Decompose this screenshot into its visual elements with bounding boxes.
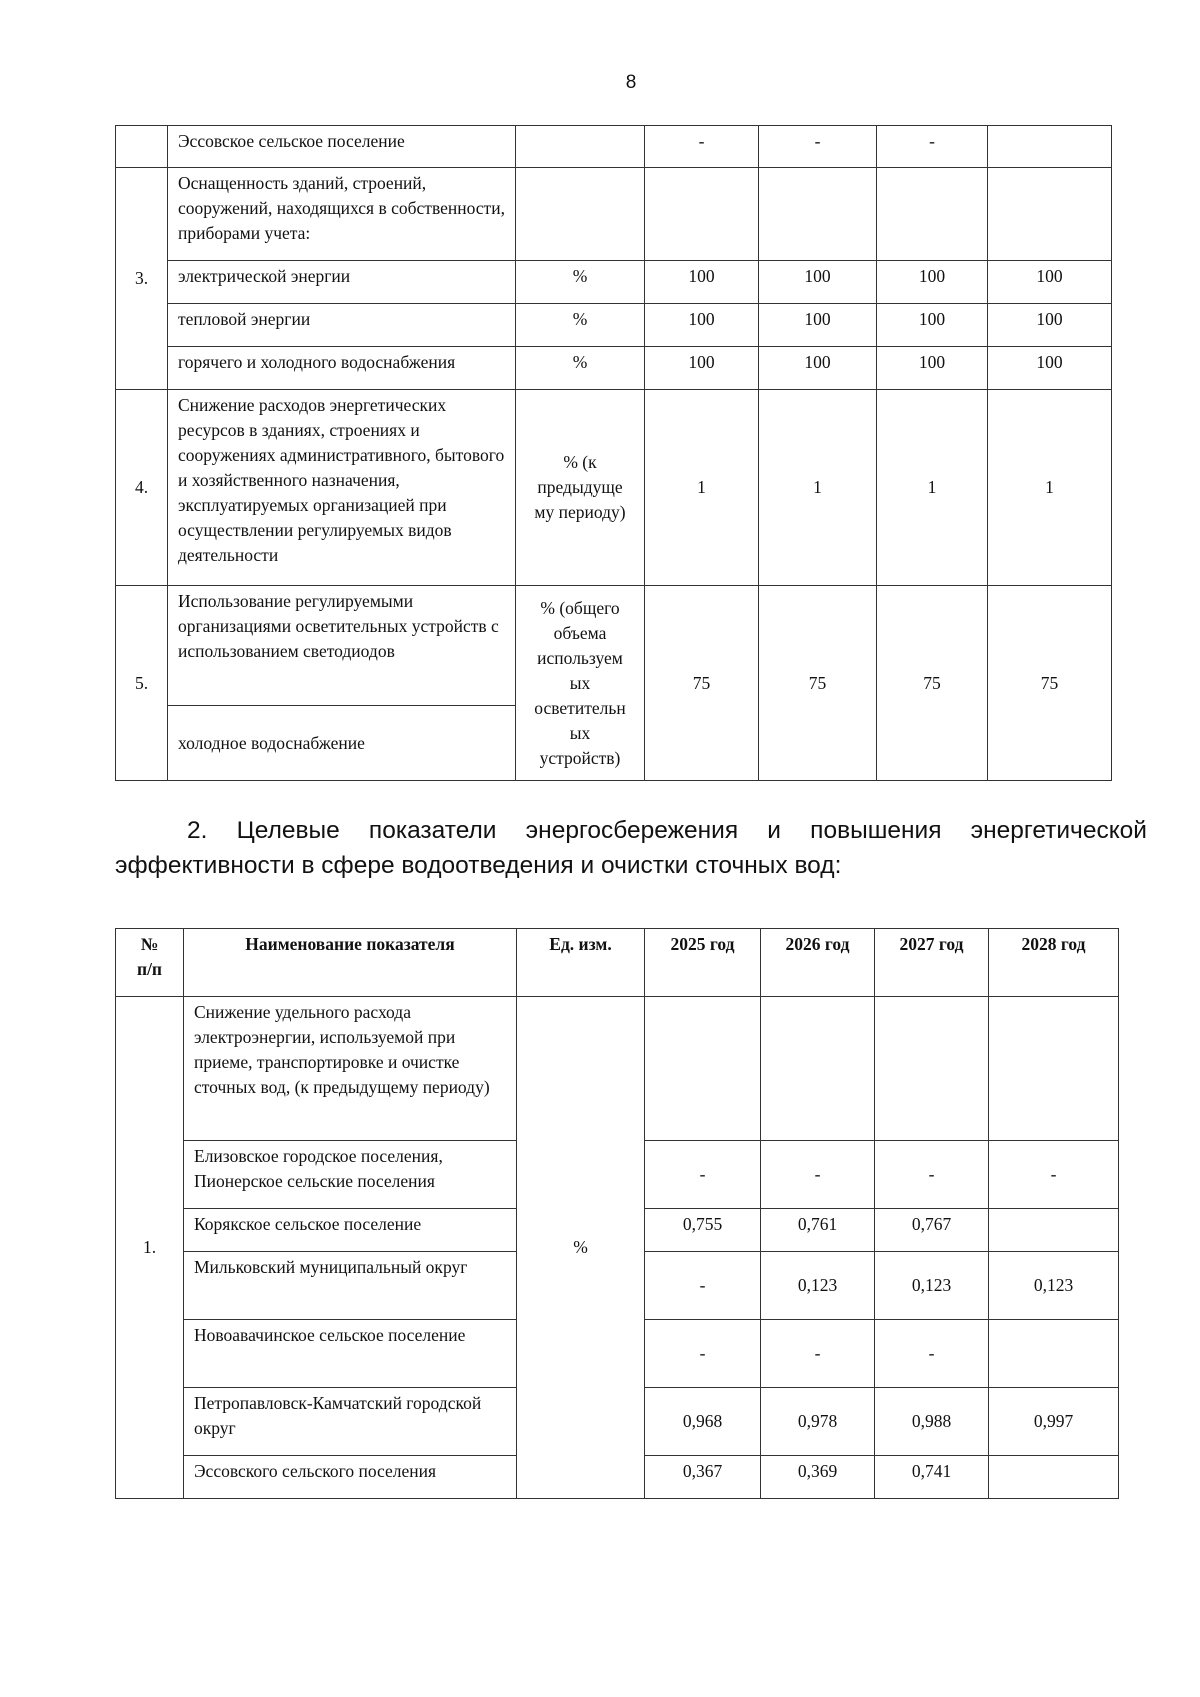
column-header: Ед. изм. <box>517 929 645 997</box>
row-name: Эссовское сельское поселение <box>168 126 516 168</box>
table-row: Эссовского сельского поселения 0,367 0,369 0,741 <box>116 1456 1119 1499</box>
energy-indicators-table-continued <box>115 125 1112 781</box>
row-number: 1. <box>116 997 184 1499</box>
row-number: 3. <box>116 168 168 390</box>
column-header: 2028 год <box>989 929 1119 997</box>
page-number: 8 <box>625 72 637 93</box>
row-number: 5. <box>116 586 168 781</box>
table-row: Елизовское городское поселения, Пионерское сельские поселения - - - - <box>116 1141 1119 1209</box>
column-header: 2026 год <box>761 929 875 997</box>
table-row: Корякское сельское поселение 0,755 0,761 0,767 <box>116 1209 1119 1252</box>
unit-cell: % <box>517 997 645 1499</box>
table-row: 5. Использование регулируемыми организациями осветительных устройств с использованием светодиодов % (общего объема используем ых осветительн ых устройств) 75 75 75 75 <box>116 586 1112 706</box>
table-row: 4. Снижение расходов энергетических ресурсов в зданиях, строениях и сооружениях административного, бытового и хозяйственного назначения, эксплуатируемых организацией при осуществлении регулируемых видов деятельности % (к предыдуще му периоду) 1 1 1 1 <box>116 390 1112 586</box>
column-header: 2025 год <box>645 929 761 997</box>
table-row <box>116 997 1119 1141</box>
row-name: Оснащенность зданий, строений, сооружений, находящихся в собственности, приборами учета: <box>168 168 516 261</box>
row-name: Использование регулируемыми организациями осветительных устройств с использованием светодиодов <box>168 586 516 706</box>
column-header: Наименование показателя <box>184 929 517 997</box>
table-row <box>116 168 1112 261</box>
section-heading: 2. Целевые показатели энергосбережения и повышения энергетической эффективности в сфере водоотведения и очистки сточных вод: <box>115 817 1147 879</box>
table-row: Новоавачинское сельское поселение - - - <box>116 1320 1119 1388</box>
table-header-row <box>116 929 1119 997</box>
column-header: № п/п <box>116 929 184 997</box>
row-name: Снижение удельного расхода электроэнергии, используемой при приеме, транспортировке и очистке сточных вод, (к предыдущему периоду) <box>184 997 517 1141</box>
table-row: Мильковский муниципальный округ - 0,123 0,123 0,123 <box>116 1252 1119 1320</box>
table-row: электрической энергии % 100 100 100 100 <box>116 261 1112 304</box>
table-row: горячего и холодного водоснабжения % 100 100 100 100 <box>116 347 1112 390</box>
column-header: 2027 год <box>875 929 989 997</box>
table-row: тепловой энергии % 100 100 100 100 <box>116 304 1112 347</box>
table-row: Петропавловск-Камчатский городской округ 0,968 0,978 0,988 0,997 <box>116 1388 1119 1456</box>
table-row: холодное водоснабжение <box>116 706 1112 781</box>
row-name: Снижение расходов энергетических ресурсов в зданиях, строениях и сооружениях административного, бытового и хозяйственного назначения, эксплуатируемых организацией при осуществлении регулируемых видов деятельности <box>168 390 516 586</box>
row-number: 4. <box>116 390 168 586</box>
wastewater-indicators-table <box>115 928 1119 1499</box>
table-row: Эссовское сельское поселение - - - <box>116 126 1112 168</box>
